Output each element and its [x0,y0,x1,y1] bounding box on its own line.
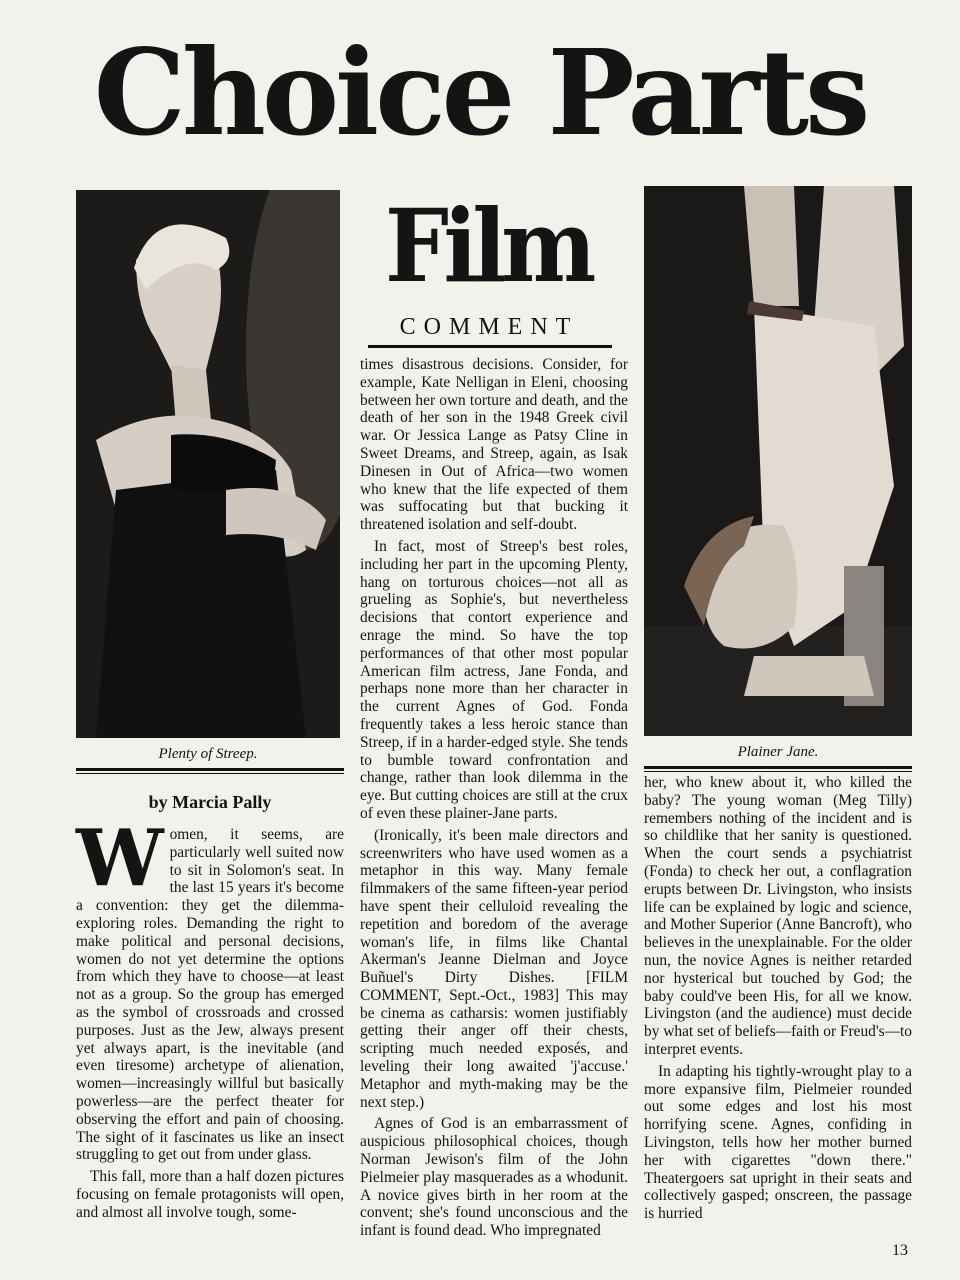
byline: by Marcia Pally [148,792,272,812]
dropcap: W [76,813,164,904]
page-number: 13 [892,1242,908,1259]
col1-paragraph-1 [76,813,344,1164]
col3-paragraph-2: In adapting his tightly-wrought play to a more expansive film, Pielmeier rounded out some edges and lost his most horrifying scene. Agnes, confiding in Livingston, tells how her mother burned her with cigarettes "down there." Theatergoers sat upright in their seats and collectively gasped; onscreen, the passage is hurried [644,1062,912,1223]
masthead-film: Film [385,187,591,305]
masthead-rule [368,345,612,348]
rule-left-1 [76,768,344,771]
col3-paragraph-1: her, who knew about it, who killed the baby? The young woman (Meg Tilly) remembers nothing of the incident and is so childlike that her sanity is questioned. When the court sends a psychiatrist (Fonda) to check her out, a conflagration erupts between Dr. Livingston, who insists life can be explained by logic and science, and Mother Superior (Anne Bancroft), who believes in the unexplainable. For the older nun, the novice Agnes is neither retarded nor hysterical but touched by God; the baby could've been His, for all we know. Livingston (and the audience) must decide by what set of beliefs—faith or Freud's—to interpret events. [644,774,912,1058]
column-3 [644,774,912,1223]
headline: Choice Parts [93,23,867,162]
col2-paragraph-2: In fact, most of Streep's best roles, including her part in the upcoming Plenty, hang on torturous choices—not all as grueling as Sophie's, but nevertheless decisions that contort experience and enrage the mind. So have the top performances of that other most popular American film actress, Jane Fonda, and perhaps none more than her character in the current Agnes of God. Fonda frequently takes a less heroic stance than Streep, if in a harder-edged style. She tends to bumble toward confrontation and change, rather than look dilemma in the eye. But cutting choices are still at the crux of even these plainer-Jane parts. [360,537,628,822]
photo-streep [76,190,340,738]
column-2 [360,356,628,1240]
col2-paragraph-4: Agnes of God is an embarrassment of auspicious philosophical choices, though Norman Jewison's film of the John Pielmeier play masquerades as a whodunit. A novice gives birth in her room at the convent; she's found unconscious and the infant is found dead. Who impregnated [360,1115,628,1240]
caption-left: Plenty of Streep. [158,746,258,762]
masthead-comment: COMMENT [399,314,579,340]
rule-right-2 [644,771,912,772]
rule-right-1 [644,766,912,769]
column-1 [76,813,344,1222]
caption-right: Plainer Jane. [737,744,819,760]
rule-left-2 [76,773,344,774]
col1-paragraph-2: This fall, more than a half dozen pictures focusing on female protagonists will open, and almost all involve tough, some- [76,1168,344,1221]
col1-p1-text: omen, it seems, are particularly well suited now to sit in Solomon's seat. In the last 15 years it's become a convention: they get the dilemma-exploring roles. Demanding the right to make political and personal decisions, women do not yet determine the options from which they have to choose—at least not as a group. So the group has emerged as the symbol of crossroads and crossed purposes. Just as the Jew, always present yet always apart, is the inevitable (and even tiresome) archetype of alienation, women—increasingly willful but basically powerless—are the perfect theater for observing the effort and pain of choosing. The sight of it fascinates us like an insect struggling to get out from under glass. [76,826,344,1164]
col2-paragraph-1: times disastrous decisions. Consider, for example, Kate Nelligan in Eleni, choosing between her own torture and death, and the death of her son in the 1948 Greek civil war. Or Jessica Lange as Patsy Cline in Sweet Dreams, and Streep, again, as Isak Dinesen in Out of Africa—two women who knew that the life expected of them was suffocating but that bucking it threatened isolation and self-doubt. [360,356,628,534]
col2-paragraph-3: (Ironically, it's been male directors and screenwriters who have used women as a metaphor in this way. Many female filmmakers of the same fifteen-year period have spent their celluloid revealing the repetition and boredom of the average woman's life, in films like Chantal Akerman's Jeanne Dielman and Joyce Buñuel's Dirty Dishes. [FILM COMMENT, Sept.-Oct., 1983] This may be cinema as catharsis: women justifiably getting their anger off their chests, scripting much needed exposés, and leveling their long awaited 'j'accuse.' Metaphor and myth-making may be the next step.) [360,826,628,1111]
photo-fonda [644,186,912,736]
